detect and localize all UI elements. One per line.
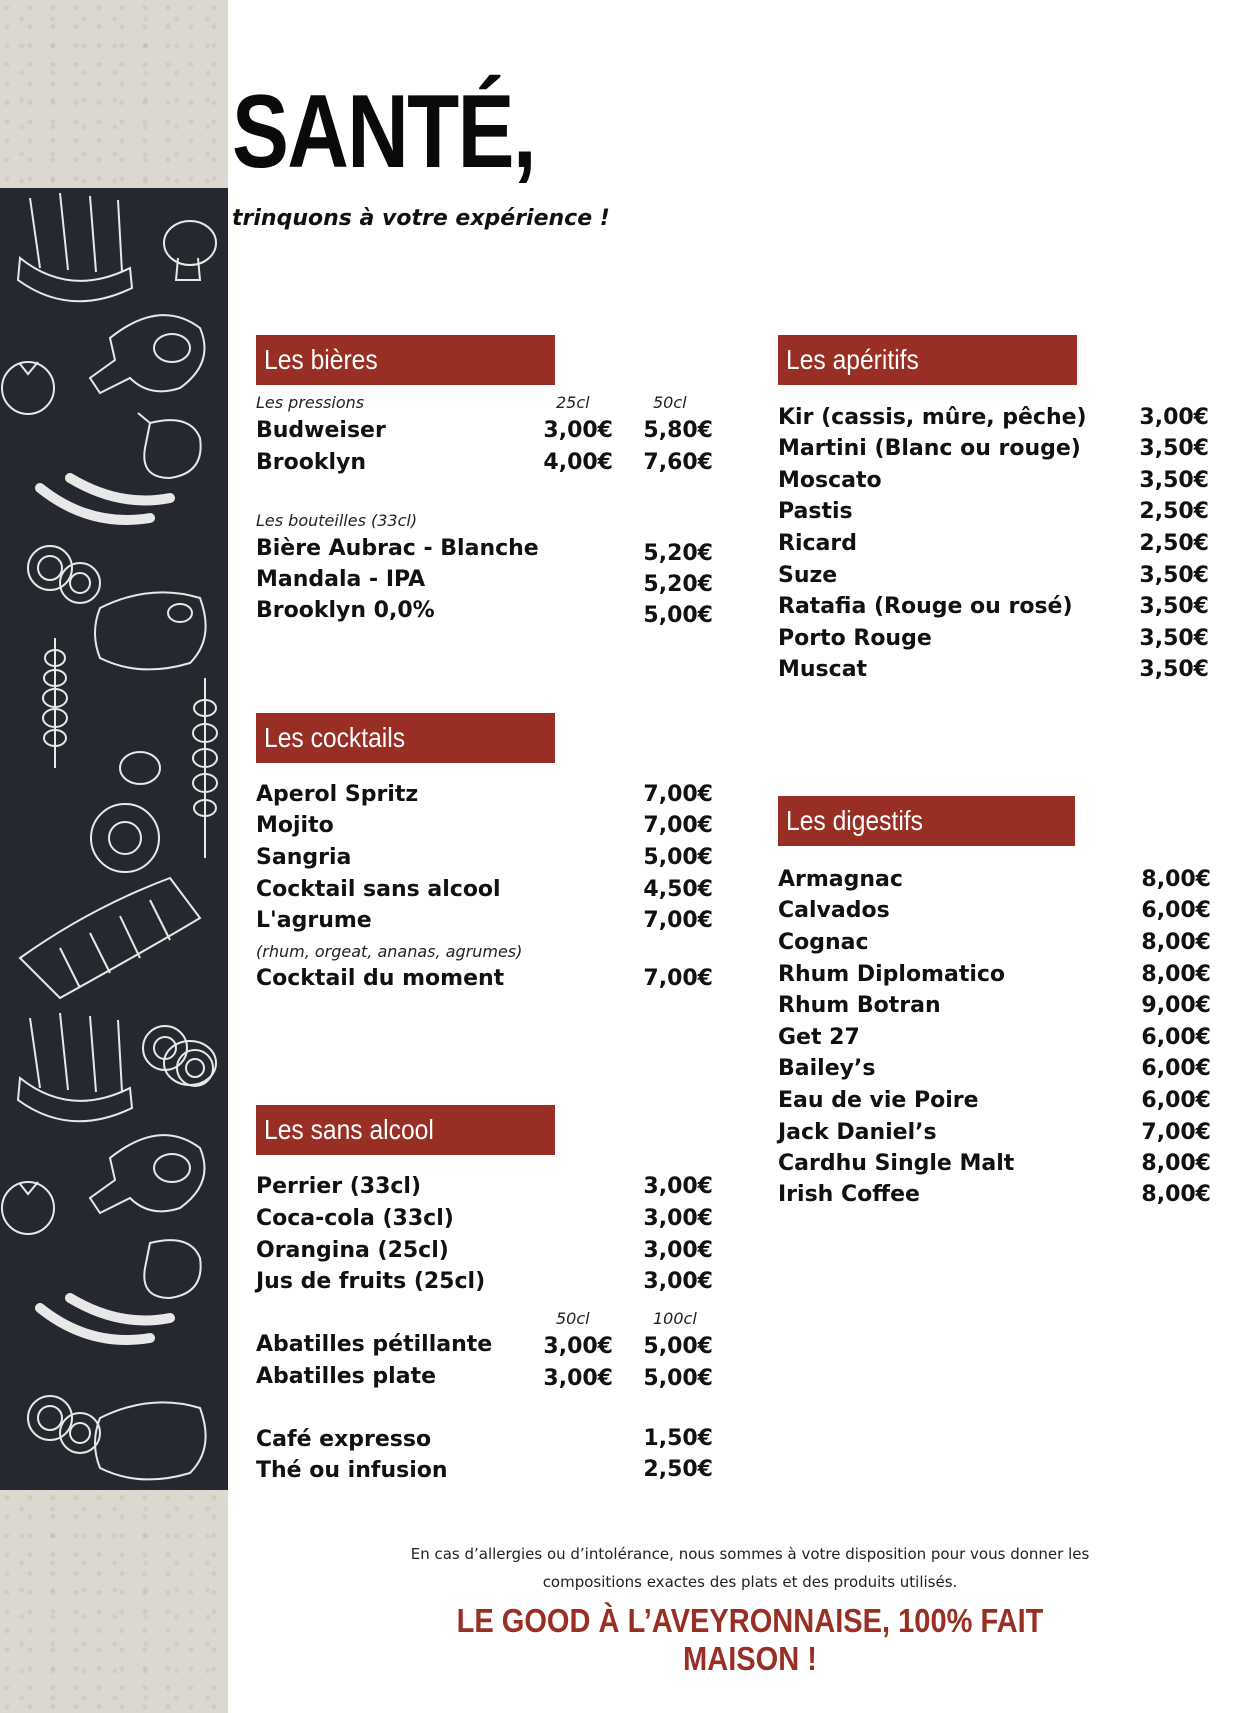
menu-item-name: Ricard (778, 531, 857, 556)
menu-item-price: 8,00€ (1141, 867, 1211, 892)
bbq-illustration-panel (0, 188, 228, 1490)
page-title: SANTÉ, (232, 74, 535, 190)
section-title-sans-alcool: Les sans alcool (264, 1114, 434, 1145)
column-header-50cl: 50cl (556, 1309, 590, 1328)
menu-item-price: 3,00€ (643, 1238, 713, 1263)
menu-item-price: 5,20€ (643, 572, 713, 597)
section-title-bieres: Les bières (264, 344, 378, 375)
menu-item-price: 6,00€ (1141, 1025, 1211, 1050)
menu-item-price: 3,00€ (1139, 405, 1209, 430)
menu-item-price: 3,00€ (643, 1206, 713, 1231)
menu-item-name: Pastis (778, 499, 853, 524)
steak-icon (90, 315, 205, 393)
menu-item-price: 3,50€ (1139, 626, 1209, 651)
skewer-icon (43, 638, 217, 858)
menu-item-name: Aperol Spritz (256, 782, 419, 807)
tomato-icon-2 (2, 1182, 54, 1234)
column-header-25cl: 25cl (556, 393, 590, 412)
menu-item-price: 9,00€ (1141, 993, 1211, 1018)
decorative-sidebar (0, 0, 228, 1713)
menu-item-name: Rhum Diplomatico (778, 962, 1006, 987)
menu-item-name: Irish Coffee (778, 1182, 920, 1207)
menu-item-name: Brooklyn (256, 450, 367, 475)
menu-item-name: Eau de vie Poire (778, 1088, 979, 1113)
tomato-icon (2, 362, 54, 414)
menu-item-price: 3,00€ (643, 1269, 713, 1294)
section-header-aperitifs (778, 335, 1077, 385)
patty-icon (91, 804, 159, 872)
menu-item-name: Orangina (25cl) (256, 1238, 449, 1263)
slogan-text: LE GOOD À L’AVEYRONNAISE, 100% FAIT MAISON ! (456, 1602, 1044, 1677)
menu-item-price: 5,20€ (643, 541, 713, 566)
menu-item-price: 6,00€ (1141, 1088, 1211, 1113)
t-bone-steak-icon-2 (95, 1402, 206, 1479)
menu-item-price: 3,50€ (1139, 436, 1209, 461)
menu-item-price: 3,50€ (1139, 657, 1209, 682)
menu-item-price-100cl: 5,00€ (643, 1366, 713, 1391)
menu-item-price: 5,00€ (643, 845, 713, 870)
menu-item-price-50cl: 5,80€ (643, 418, 713, 443)
menu-item-price: 7,00€ (1141, 1120, 1211, 1145)
menu-item-price-25cl: 3,00€ (543, 418, 613, 443)
steak-icon-2 (90, 1135, 205, 1213)
section-title-cocktails: Les cocktails (264, 722, 406, 753)
menu-item-price: 7,00€ (643, 813, 713, 838)
menu-item-price: 8,00€ (1141, 962, 1211, 987)
menu-item-price-50cl: 3,00€ (543, 1366, 613, 1391)
menu-item-price: 6,00€ (1141, 1056, 1211, 1081)
menu-item-price: 2,50€ (1139, 499, 1209, 524)
menu-item-name: Coca-cola (33cl) (256, 1206, 454, 1231)
bouteilles-label: Les bouteilles (33cl) (256, 511, 418, 530)
onion-rings-icon-2 (143, 1026, 213, 1086)
section-header-bieres (256, 335, 555, 385)
menu-item-price: 8,00€ (1141, 1182, 1211, 1207)
menu-item-name: Perrier (33cl) (256, 1174, 422, 1199)
menu-item-name: Cardhu Single Malt (778, 1151, 1015, 1176)
rack-of-ribs-icon (20, 878, 200, 998)
menu-item-name: Suze (778, 563, 838, 588)
menu-item-name: Calvados (778, 898, 890, 923)
paper-texture-top (0, 0, 228, 188)
onion-rings-icon (28, 546, 100, 603)
small-mushroom-icon (120, 752, 160, 784)
menu-item-name: Thé ou infusion (256, 1458, 448, 1483)
column-header-50cl: 50cl (653, 393, 687, 412)
menu-item-price: 7,00€ (643, 966, 713, 991)
menu-item-name: Café expresso (256, 1427, 432, 1452)
section-header-digestifs (778, 796, 1075, 846)
cocktail-ingredients-note: (rhum, orgeat, ananas, agrumes) (256, 942, 523, 961)
menu-item-name: Bière Aubrac - Blanche (256, 536, 539, 561)
menu-item-price: 8,00€ (1141, 1151, 1211, 1176)
menu-item-price: 1,50€ (643, 1426, 713, 1451)
menu-item-name: Porto Rouge (778, 626, 932, 651)
onion-rings-icon-3 (28, 1396, 100, 1453)
menu-item-name: Mojito (256, 813, 334, 838)
menu-item-name: Jack Daniel’s (778, 1120, 937, 1145)
column-header-100cl: 100cl (653, 1309, 697, 1328)
mushroom-icon-2 (164, 1041, 216, 1085)
allergy-note-line1: En cas d’allergies ou d’intolérance, nous sommes à votre disposition pour vous donner les (410, 1545, 1090, 1563)
menu-item-name: Budweiser (256, 418, 386, 443)
paper-texture-bottom (0, 1490, 228, 1713)
menu-item-name: Muscat (778, 657, 868, 682)
menu-item-name: Abatilles plate (256, 1364, 437, 1389)
menu-item-name: Brooklyn 0,0% (256, 598, 435, 623)
menu-item-name: Mandala - IPA (256, 567, 426, 592)
menu-item-name: Abatilles pétillante (256, 1332, 493, 1357)
menu-item-price: 2,50€ (643, 1457, 713, 1482)
sausage-icon (40, 478, 170, 520)
section-header-sans-alcool (256, 1105, 555, 1155)
menu-item-name: Kir (cassis, mûre, pêche) (778, 405, 1087, 430)
menu-item-price: 7,00€ (643, 908, 713, 933)
menu-item-name: Bailey’s (778, 1056, 876, 1081)
menu-item-name: Cognac (778, 930, 869, 955)
menu-item-name: Sangria (256, 845, 352, 870)
mushroom-icon (164, 221, 216, 280)
section-title-aperitifs: Les apéritifs (786, 344, 919, 375)
menu-item-price: 3,50€ (1139, 563, 1209, 588)
menu-item-price: 5,00€ (643, 603, 713, 628)
t-bone-steak-icon (95, 592, 206, 669)
section-header-cocktails (256, 713, 555, 763)
page-subtitle: trinquons à votre expérience ! (232, 206, 610, 231)
pressions-label: Les pressions (256, 393, 365, 412)
ribs-icon-2 (18, 1013, 132, 1121)
ribs-icon (18, 193, 132, 301)
menu-item-price-25cl: 4,00€ (543, 450, 613, 475)
menu-item-name: Martini (Blanc ou rouge) (778, 436, 1081, 461)
menu-item-name: Jus de fruits (25cl) (256, 1269, 486, 1294)
menu-item-name: Ratafia (Rouge ou rosé) (778, 594, 1073, 619)
menu-item-price: 3,00€ (643, 1174, 713, 1199)
menu-item-price: 3,50€ (1139, 594, 1209, 619)
menu-item-name: L'agrume (256, 908, 372, 933)
menu-item-name: Moscato (778, 468, 882, 493)
slogan (380, 1602, 1120, 1678)
menu-item-name: Rhum Botran (778, 993, 941, 1018)
menu-item-price-50cl: 3,00€ (543, 1334, 613, 1359)
menu-item-price-100cl: 5,00€ (643, 1334, 713, 1359)
menu-item-name: Cocktail sans alcool (256, 877, 501, 902)
allergy-note-line2: compositions exactes des plats et des produits utilisés. (542, 1573, 958, 1591)
menu-item-price: 6,00€ (1141, 898, 1211, 923)
section-title-digestifs: Les digestifs (786, 805, 923, 836)
sausage-icon-2 (40, 1298, 170, 1340)
menu-item-price: 4,50€ (643, 877, 713, 902)
menu-item-name: Armagnac (778, 867, 903, 892)
menu-item-price: 2,50€ (1139, 531, 1209, 556)
bbq-sketch-illustration (0, 188, 228, 1490)
pepper-icon (138, 413, 201, 478)
menu-item-price-50cl: 7,60€ (643, 450, 713, 475)
menu-item-name: Cocktail du moment (256, 966, 505, 991)
menu-item-price: 7,00€ (643, 782, 713, 807)
menu-item-name: Get 27 (778, 1025, 860, 1050)
menu-item-price: 8,00€ (1141, 930, 1211, 955)
menu-item-price: 3,50€ (1139, 468, 1209, 493)
pepper-icon-2 (144, 1240, 200, 1298)
